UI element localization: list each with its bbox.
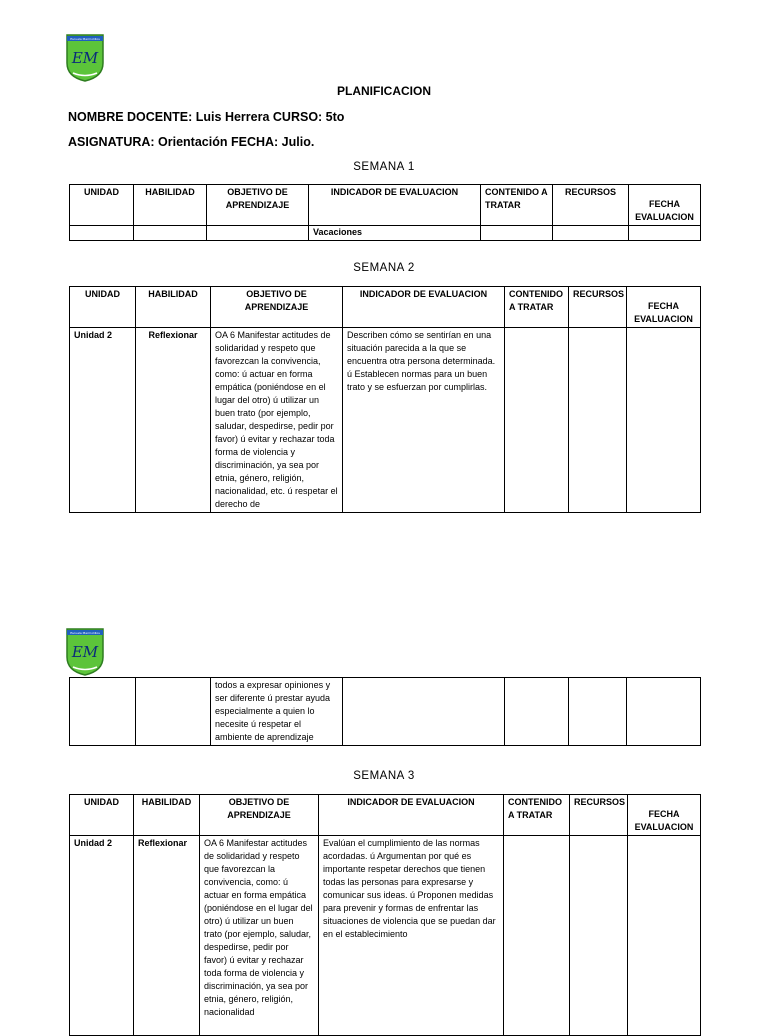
header-recursos: RECURSOS [569,287,627,328]
continuation-table [69,677,701,746]
semana-1-label: SEMANA 1 [353,161,415,173]
school-logo [65,627,105,677]
header-objetivo: OBJETIVO DE APRENDIZAJE [200,795,319,836]
cell-habilidad: Reflexionar [134,836,200,1036]
semana-1-table [69,184,701,241]
cell-empty [134,226,207,241]
cell-empty [505,678,569,746]
svg-text:EM: EM [71,643,99,661]
svg-text:Escuela Marmolillos: Escuela Marmolillos [70,631,100,635]
cell-empty [570,836,628,1036]
cell-empty [504,836,570,1036]
header-unidad: UNIDAD [70,287,136,328]
cell-indicador: Vacaciones [309,226,481,241]
cell-indicador: Evalúan el cumplimiento de las normas acordadas. ú Argumentan por qué es importante respetar derechos que tienen todas las personas para expresarse y comunicar sus ideas. ú Proponen medidas para prevenir y formas de enfrentar las situaciones de violencia que se puedan dar en el establecimiento [319,836,504,1036]
cell-indicador: Describen cómo se sentirían en una situación parecida a la que se encuentra otra persona determinada. ú Establecen normas para un buen trato y se esfuerzan por cumplirlas. [343,328,505,513]
cell-empty [628,836,701,1036]
cell-empty [627,328,701,513]
cell-empty [553,226,629,241]
header-habilidad: HABILIDAD [134,185,207,226]
cell-empty [481,226,553,241]
svg-text:EM: EM [71,49,99,67]
header-habilidad: HABILIDAD [136,287,211,328]
page-title: PLANIFICACION [337,84,431,98]
cell-empty [627,678,701,746]
header-indicador: INDICADOR DE EVALUACION [319,795,504,836]
cell-empty [629,226,701,241]
school-logo [65,33,105,83]
header-objetivo: OBJETIVO DE APRENDIZAJE [207,185,309,226]
header-recursos: RECURSOS [553,185,629,226]
cell-unidad: Unidad 2 [70,328,136,513]
header-objetivo: OBJETIVO DE APRENDIZAJE [211,287,343,328]
header-fecha: FECHA EVALUACION [627,287,701,328]
cell-empty [136,678,211,746]
cell-empty [70,678,136,746]
docente-line: NOMBRE DOCENTE: Luis Herrera CURSO: 5to [68,110,345,124]
cell-empty [343,678,505,746]
cell-empty [207,226,309,241]
semana-2-label: SEMANA 2 [353,262,415,274]
semana-3-table [69,794,701,1036]
header-indicador: INDICADOR DE EVALUACION [309,185,481,226]
cell-objetivo: OA 6 Manifestar actitudes de solidaridad y respeto que favorezcan la convivencia, como: ú actuar en forma empática (poniéndose en el lugar del otro) ú utilizar un buen trato (por ejemplo, saludar, despedirse, pedir por favor) ú evitar y rechazar toda forma de violencia y discriminación, ya sea por etnia, género, religión, nacionalidad [200,836,319,1036]
header-unidad: UNIDAD [70,795,134,836]
cell-objetivo: todos a expresar opiniones y ser diferente ú prestar ayuda especialmente a quien lo necesite ú respetar el ambiente de aprendizaje [211,678,343,746]
header-contenido: CONTENIDO A TRATAR [481,185,553,226]
semana-2-table [69,286,701,513]
header-habilidad: HABILIDAD [134,795,200,836]
cell-habilidad: Reflexionar [136,328,211,513]
header-recursos: RECURSOS [570,795,628,836]
header-unidad: UNIDAD [70,185,134,226]
svg-text:Escuela Marmolillos: Escuela Marmolillos [70,37,100,41]
semana-3-label: SEMANA 3 [353,770,415,782]
cell-empty [569,328,627,513]
header-contenido: CONTENIDO A TRATAR [505,287,569,328]
header-fecha: FECHA EVALUACION [628,795,701,836]
asignatura-line: ASIGNATURA: Orientación FECHA: Julio. [68,135,315,149]
cell-empty [569,678,627,746]
header-fecha: FECHA EVALUACION [629,185,701,226]
header-indicador: INDICADOR DE EVALUACION [343,287,505,328]
cell-objetivo: OA 6 Manifestar actitudes de solidaridad y respeto que favorezcan la convivencia, como: ú actuar en forma empática (poniéndose en el lugar del otro) ú utilizar un buen trato (por ejemplo, saludar, despedirse, pedir por favor) ú evitar y rechazar toda forma de violencia y discriminación, ya sea por etnia, género, religión, nacionalidad, etc. ú respetar el derecho de [211,328,343,513]
header-contenido: CONTENIDO A TRATAR [504,795,570,836]
cell-empty [70,226,134,241]
cell-unidad: Unidad 2 [70,836,134,1036]
cell-empty [505,328,569,513]
